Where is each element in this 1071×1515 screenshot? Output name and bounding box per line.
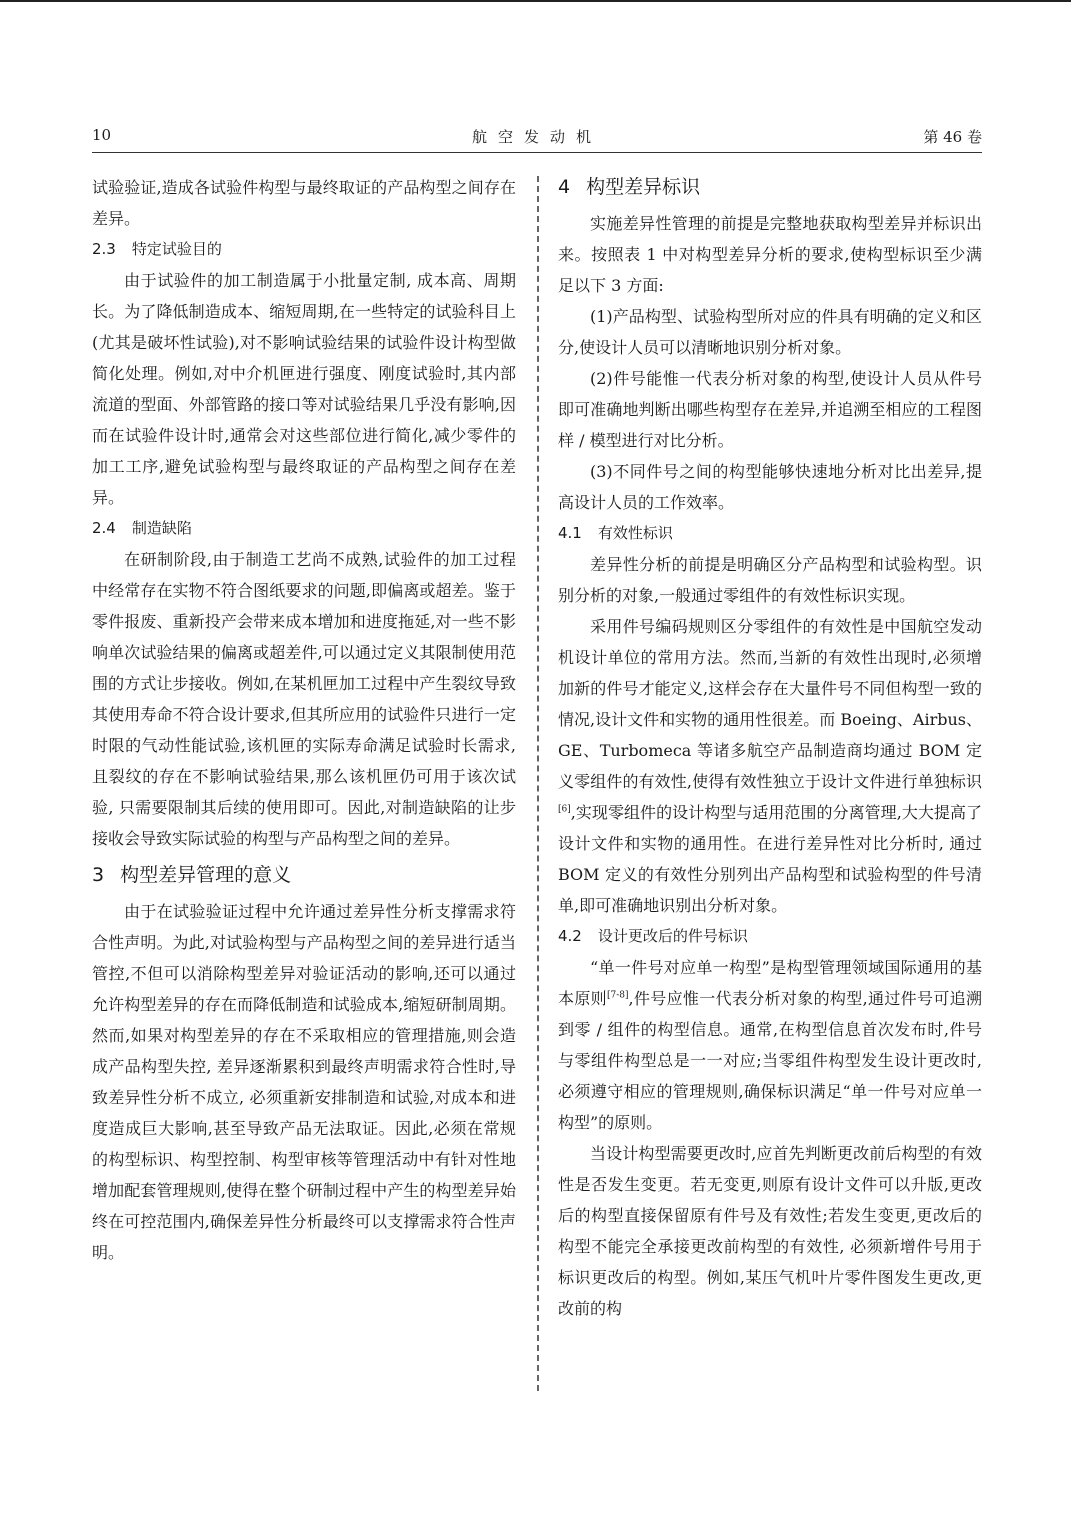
- section-number: 2.3: [92, 240, 116, 258]
- top-rule: [0, 0, 1071, 2]
- right-column: [558, 172, 982, 1324]
- paragraph: 在研制阶段,由于制造工艺尚不成熟,试验件的加工过程中经常存在实物不符合图纸要求的问题,即偏离或超差。鉴于零件报废、重新投产会带来成本增加和进度拖延,对一些不影响单次试验结果的偏离或超差件,可以通过定义其限制使用范围的方式让步接收。例如,在某机匣加工过程中产生裂纹导致其使用寿命不符合设计要求,但其所应用的试验件只进行一定时限的气动性能试验,该机匣的实际寿命满足试验时长需求,且裂纹的存在不影响试验结果,那么该机匣仍可用于该次试验, 只需要限制其后续的使用即可。因此,对制造缺陷的让步接收会导致实际试验的构型与产品构型之间的差异。: [92, 550, 516, 848]
- running-header: [92, 124, 982, 153]
- list-item: (1)产品构型、试验构型所对应的件具有明确的定义和区分,使设计人员可以清晰地识别分析对象。: [558, 307, 982, 357]
- paragraph: [558, 611, 982, 921]
- section-heading-2-4: [92, 513, 516, 544]
- paragraph: 实施差异性管理的前提是完整地获取构型差异并标识出来。按照表 1 中对构型差异分析的要求,使构型标识至少满足以下 3 方面:: [558, 214, 982, 295]
- list-item: (3)不同件号之间的构型能够快速地分析对比出差异,提高设计人员的工作效率。: [558, 462, 982, 512]
- section-number: 2.4: [92, 519, 116, 537]
- paragraph: [558, 952, 982, 1138]
- citation-ref: [7-8]: [607, 990, 629, 1001]
- paragraph-text: ,实现零组件的设计构型与适用范围的分离管理,大大提高了设计文件和实物的通用性。在进行差异性对比分析时, 通过 BOM 定义的有效性分别列出产品构型和试验构型的件号清单,即可准确地识别出分析对象。: [558, 803, 982, 915]
- paragraph-continued: 试验验证,造成各试验件构型与最终取证的产品构型之间存在差异。: [92, 178, 516, 228]
- section-title: 构型差异标识: [586, 176, 701, 198]
- section-title: 设计更改后的件号标识: [597, 927, 748, 945]
- paragraph: 当设计构型需要更改时,应首先判断更改前后构型的有效性是否发生变更。若无变更,则原有设计文件可以升版,更改后的构型直接保留原有件号及有效性;若发生变更,更改后的构型不能完全承接更改前构型的有效性, 必须新增件号用于标识更改后的构型。例如,某压气机叶片零件图发生更改,更改前的构: [558, 1144, 982, 1318]
- page-number: 10: [92, 126, 112, 144]
- section-heading-4-2: [558, 921, 982, 952]
- paragraph: 差异性分析的前提是明确区分产品构型和试验构型。识别分析的对象,一般通过零组件的有效性标识实现。: [558, 555, 982, 605]
- volume-label: 第 46 卷: [923, 128, 982, 146]
- list-item: (2)件号能惟一代表分析对象的构型,使设计人员从件号即可准确地判断出哪些构型存在差异,并追溯至相应的工程图样 / 模型进行对比分析。: [558, 369, 982, 450]
- section-heading-4-1: [558, 518, 982, 549]
- section-heading-2-3: [92, 234, 516, 265]
- section-heading-4: [558, 172, 982, 202]
- paragraph-text: ,件号应惟一代表分析对象的构型,通过件号可追溯到零 / 组件的构型信息。通常,在构型信息首次发布时,件号与零组件构型总是一一对应;当零组件构型发生设计更改时,必须遵守相应的管理规则,确保标识满足“单一件号对应单一构型”的原则。: [558, 989, 982, 1132]
- paragraph-text: 采用件号编码规则区分零组件的有效性是中国航空发动机设计单位的常用方法。然而,当新的有效性出现时,必须增加新的件号才能定义,这样会存在大量件号不同但构型一致的情况,设计文件和实物的通用性很差。而 Boeing、Airbus、GE、Turbomeca 等诸多航空产品制造商均通过 BOM 定义零组件的有效性,使得有效性独立于设计文件进行单独标识: [558, 617, 982, 791]
- section-heading-3: [92, 860, 516, 890]
- section-number: 4: [558, 176, 571, 198]
- section-number: 4.1: [558, 524, 582, 542]
- journal-title: 航空发动机: [471, 128, 602, 146]
- section-title: 特定试验目的: [131, 240, 222, 258]
- left-column: [92, 172, 516, 1268]
- paragraph: 由于试验件的加工制造属于小批量定制, 成本高、周期长。为了降低制造成本、缩短周期,在一些特定的试验科目上(尤其是破坏性试验),对不影响试验结果的试验件设计构型做简化处理。例如,对中介机匣进行强度、刚度试验时,其内部流道的型面、外部管路的接口等对试验结果几乎没有影响,因而在试验件设计时,通常会对这些部位进行简化,减少零件的加工工序,避免试验构型与最终取证的产品构型之间存在差异。: [92, 271, 516, 507]
- paragraph-text: “单一件号对应单一构型”是构型管理领域国际通用的基本原则: [558, 958, 982, 1008]
- citation-ref: [6]: [558, 804, 571, 815]
- section-title: 构型差异管理的意义: [120, 864, 292, 886]
- section-number: 4.2: [558, 927, 582, 945]
- section-number: 3: [92, 864, 105, 886]
- paragraph: 由于在试验验证过程中允许通过差异性分析支撑需求符合性声明。为此,对试验构型与产品构型之间的差异进行适当管控,不但可以消除构型差异对验证活动的影响,还可以通过允许构型差异的存在而降低制造和试验成本,缩短研制周期。然而,如果对构型差异的存在不采取相应的管理措施,则会造成产品构型失控, 差异逐渐累积到最终声明需求符合性时,导致差异性分析不成立, 必须重新安排制造和试验,对成本和进度造成巨大影响,甚至导致产品无法取证。因此,必须在常规的构型标识、构型控制、构型审核等管理活动中有针对性地增加配套管理规则,使得在整个研制过程中产生的构型差异始终在可控范围内,确保差异性分析最终可以支撑需求符合性声明。: [92, 902, 516, 1262]
- column-divider: [537, 176, 539, 1391]
- section-title: 有效性标识: [597, 524, 673, 542]
- section-title: 制造缺陷: [131, 519, 192, 537]
